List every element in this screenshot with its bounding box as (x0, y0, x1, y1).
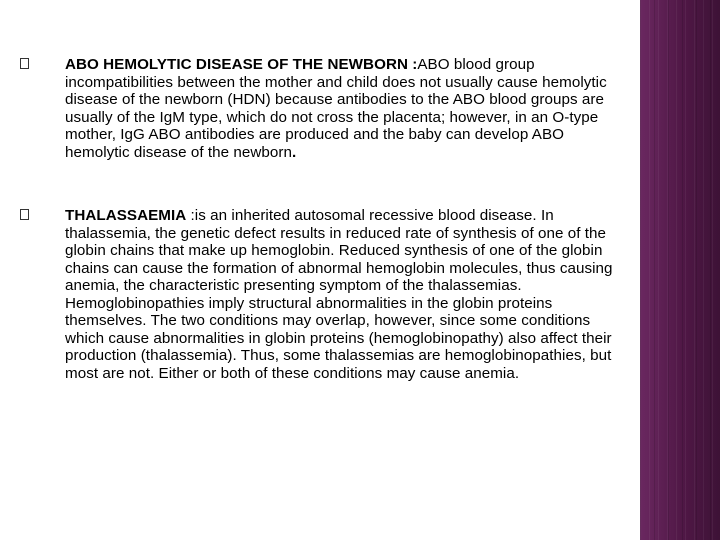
bullet-tail: . (292, 143, 297, 161)
bullet-heading: ABO HEMOLYTIC DISEASE OF THE NEWBORN : (65, 56, 418, 73)
decorative-sidebar (640, 0, 720, 540)
bullet-box-icon (20, 58, 29, 69)
bullet-heading: THALASSAEMIA (65, 207, 187, 224)
bullet-body: :is an inherited autosomal recessive blood disease. In thalassemia, the genetic defect results in reduced rate of synthesis of one of the globin chains that make up hemoglobin. Reduced synthesis of one of the globin chains can cause the formation of abnormal hemoglobin molecules, thus causing anemia, the characteristic presenting symptom of the thalassemias. Hemoglobinopathies imply structural abnormalities in the globin proteins themselves. The two conditions may overlap, however, since some conditions which cause abnormalities in globin proteins (hemoglobinopathy) also affect their production (thalassemia). Thus, some thalassemias are hemoglobinopathies, but most are not. Either or both of these conditions may cause anemia. (65, 207, 613, 382)
bullet-text (65, 56, 620, 161)
bullet-box-icon (20, 209, 29, 220)
bullet-body: ABO blood group incompatibilities between the mother and child does not usually cause hemolytic disease of the newborn (HDN) because antibodies to the ABO blood groups are usually of the IgM type, which do not cross the placenta; however, in an O-type mother, IgG ABO antibodies are produced and the baby can develop ABO hemolytic disease of the newborn (65, 56, 607, 161)
bullet-text (65, 207, 620, 382)
